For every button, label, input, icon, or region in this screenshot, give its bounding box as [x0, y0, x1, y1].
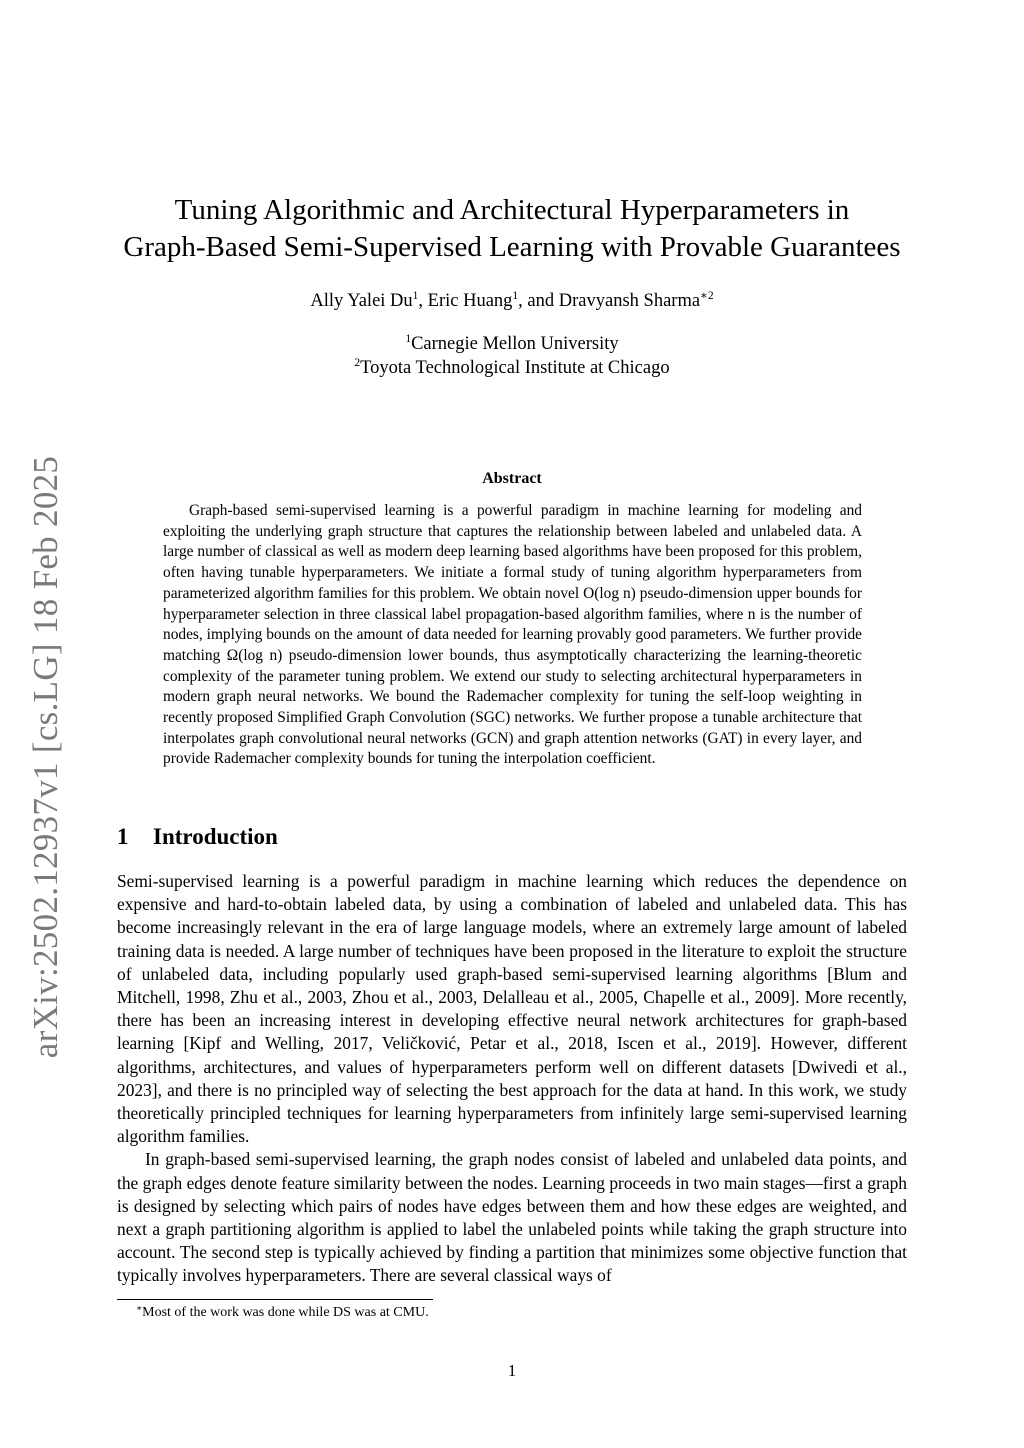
title-line-1: Tuning Algorithmic and Architectural Hyperparameters in	[174, 194, 850, 226]
section-heading	[117, 822, 278, 852]
author-name: Dravyansh Sharma	[558, 291, 701, 311]
affiliation	[100, 332, 924, 356]
footnote-mark: ∗	[136, 1303, 143, 1313]
author-name: Ally Yalei Du	[310, 291, 413, 311]
author-affil-mark: 1	[412, 290, 419, 302]
abstract-text: Graph-based semi-supervised learning is a powerful paradigm in machine learning for modeling and exploiting the underlying graph structure that captures the relationship between labeled and unlabeled data. A large number of classical as well as modern deep learning based algorithms have been proposed for this problem, often having tunable hyperparameters. We initiate a formal study of tuning algorithm hyperparameters from parameterized algorithm families for this problem. We obtain novel O(log n) pseudo-dimension upper bounds for hyperparameter selection in three classical label propagation-based algorithm families, where n is the number of nodes, implying bounds on the amount of data needed for learning provably good parameters. We further provide matching Ω(log n) pseudo-dimension lower bounds, thus asymptotically characterizing the learning-theoretic complexity of the parameter tuning problem. We extend our study to selecting architectural hyperparameters in modern graph neural networks. We bound the Rademacher complexity for tuning the self-loop weighting in recently proposed Simplified Graph Convolution (SGC) networks. We further propose a tunable architecture that interpolates graph convolutional neural networks (GCN) and graph attention networks (GAT) in every layer, and provide Rademacher complexity bounds for tuning the interpolation coefficient.	[163, 502, 862, 768]
footnote	[136, 1304, 429, 1322]
affiliation	[100, 356, 924, 380]
abstract-heading: Abstract	[482, 470, 542, 487]
footnote-text: Most of the work was done while DS was at CMU.	[142, 1305, 429, 1320]
footnote-rule	[117, 1299, 433, 1300]
author-affil-mark: ∗2	[700, 290, 714, 302]
arxiv-side-identifier	[18, 454, 74, 1060]
section-number: 1	[117, 824, 129, 849]
affiliation-mark: 1	[405, 333, 412, 345]
paper-title	[100, 192, 924, 266]
body-paragraph: In graph-based semi-supervised learning, the graph nodes consist of labeled and unlabeled data points, and the graph edges denote feature similarity between the nodes. Learning proceeds in two main stages—first a graph is designed by selecting which pairs of nodes have edges between them and how these edges are weighted, and next a graph partitioning algorithm is applied to label the unlabeled points while taking the graph structure into account. The second step is typically achieved by finding a partition that minimizes some objective function that typically involves hyperparameters. There are several classical ways of	[117, 1149, 907, 1286]
section-title: Introduction	[153, 824, 278, 849]
body-paragraph: Semi-supervised learning is a powerful paradigm in machine learning which reduces the dependence on expensive and hard-to-obtain labeled data, by using a combination of labeled and unlabeled data. This has become increasingly relevant in the era of large language models, where an extremely large amount of labeled training data is needed. A large number of techniques have been proposed in the literature to exploit the structure of unlabeled data, including popularly used graph-based semi-supervised learning algorithms [Blum and Mitchell, 1998, Zhu et al., 2003, Zhou et al., 2003, Delalleau et al., 2005, Chapelle et al., 2009]. More recently, there has been an increasing interest in developing effective neural network architectures for graph-based learning [Kipf and Welling, 2017, Veličković, Petar et al., 2018, Iscen et al., 2019]. However, different algorithms, architectures, and values of hyperparameters perform well on different datasets [Dwivedi et al., 2023], and there is no principled way of selecting the best approach for the data at hand. In this work, we study theoretically principled techniques for learning hyperparameters from infinitely large semi-supervised learning algorithm families.	[117, 871, 907, 1147]
author-separator: , and	[518, 291, 559, 311]
title-line-2: Graph-Based Semi-Supervised Learning with Provable Guarantees	[123, 231, 901, 263]
affiliation-list	[100, 332, 924, 380]
affiliation-name: Toyota Technological Institute at Chicago	[360, 358, 670, 378]
author-list	[100, 289, 924, 313]
page-number: 1	[507, 1361, 517, 1380]
arxiv-id-text: arXiv:2502.12937v1 [cs.LG] 18 Feb 2025	[26, 455, 65, 1059]
section-body	[117, 870, 907, 1288]
author-separator: ,	[418, 291, 428, 311]
author-name: Eric Huang	[427, 291, 513, 311]
author-affil-mark: 1	[512, 290, 519, 302]
affiliation-mark: 2	[354, 357, 361, 369]
affiliation-name: Carnegie Mellon University	[411, 334, 619, 354]
